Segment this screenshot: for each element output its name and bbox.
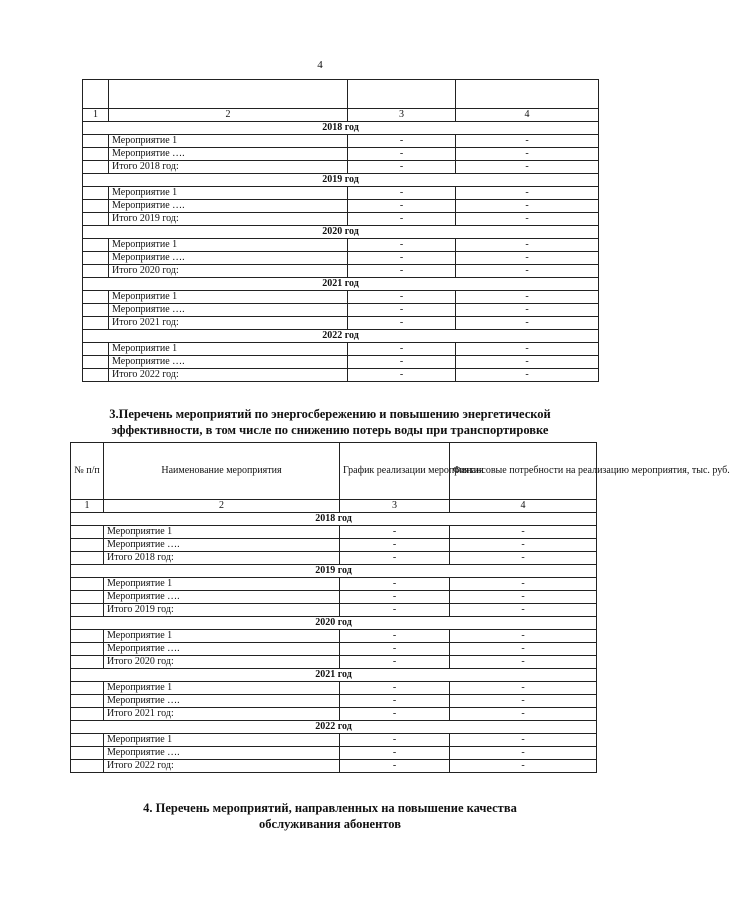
- row-number-cell: [71, 643, 104, 656]
- blank-header-cell: [83, 80, 109, 109]
- finance-cell: -: [456, 135, 599, 148]
- row-number-cell: [83, 135, 109, 148]
- table-1-blank-header-row: [83, 80, 599, 109]
- schedule-cell: -: [348, 265, 456, 278]
- column-number-cell: 1: [83, 109, 109, 122]
- schedule-cell: -: [348, 148, 456, 161]
- column-header-schedule: График реализации мероприятия: [340, 443, 450, 500]
- schedule-cell: -: [340, 708, 450, 721]
- year-row: [71, 669, 597, 682]
- column-number-cell: 4: [456, 109, 599, 122]
- activity-name: Мероприятие ….: [109, 356, 348, 369]
- schedule-cell: -: [340, 539, 450, 552]
- row-number-cell: [71, 656, 104, 669]
- section-4-title-line-1: 4. Перечень мероприятий, направленных на повышение качества: [143, 801, 517, 815]
- row-number-cell: [71, 591, 104, 604]
- table-row: [71, 539, 597, 552]
- table-row: [83, 239, 599, 252]
- table-row: [71, 734, 597, 747]
- finance-cell: -: [450, 578, 597, 591]
- table-row: [83, 187, 599, 200]
- finance-cell: -: [450, 643, 597, 656]
- year-row: [83, 174, 599, 187]
- year-label: 2021 год: [71, 669, 597, 682]
- column-number-cell: 1: [71, 500, 104, 513]
- table-1-body: [83, 80, 599, 382]
- year-label: 2018 год: [71, 513, 597, 526]
- activity-name: Мероприятие 1: [109, 187, 348, 200]
- schedule-cell: -: [348, 317, 456, 330]
- year-row: [71, 513, 597, 526]
- table-row: [71, 526, 597, 539]
- row-number-cell: [83, 148, 109, 161]
- finance-cell: -: [456, 161, 599, 174]
- finance-cell: -: [450, 682, 597, 695]
- table-row: [83, 343, 599, 356]
- finance-cell: -: [456, 200, 599, 213]
- table-row: [71, 591, 597, 604]
- activity-name: Мероприятие 1: [104, 630, 340, 643]
- column-number-cell: 3: [340, 500, 450, 513]
- column-number-cell: 4: [450, 500, 597, 513]
- year-row: [71, 617, 597, 630]
- blank-header-cell: [109, 80, 348, 109]
- row-number-cell: [83, 187, 109, 200]
- table-row: [71, 578, 597, 591]
- finance-cell: -: [450, 604, 597, 617]
- table-row: [83, 291, 599, 304]
- total-label: Итого 2018 год:: [104, 552, 340, 565]
- total-label: Итого 2018 год:: [109, 161, 348, 174]
- total-label: Итого 2020 год:: [109, 265, 348, 278]
- schedule-cell: -: [340, 643, 450, 656]
- year-row: [83, 226, 599, 239]
- row-number-cell: [71, 682, 104, 695]
- schedule-cell: -: [340, 695, 450, 708]
- table-row: [83, 252, 599, 265]
- table-row: [71, 604, 597, 617]
- finance-cell: -: [450, 539, 597, 552]
- page-number: 4: [317, 59, 323, 71]
- row-number-cell: [71, 578, 104, 591]
- total-label: Итого 2019 год:: [104, 604, 340, 617]
- column-number-cell: 2: [109, 109, 348, 122]
- schedule-cell: -: [340, 591, 450, 604]
- row-number-cell: [71, 695, 104, 708]
- finance-cell: -: [450, 708, 597, 721]
- section-3-title-line-2: эффективности, в том числе по снижению потерь воды при транспортировке: [111, 423, 549, 437]
- row-number-cell: [71, 630, 104, 643]
- year-row: [83, 278, 599, 291]
- activity-name: Мероприятие ….: [104, 695, 340, 708]
- row-number-cell: [83, 343, 109, 356]
- activity-name: Мероприятие 1: [109, 135, 348, 148]
- schedule-cell: -: [340, 747, 450, 760]
- finance-cell: -: [450, 552, 597, 565]
- finance-cell: -: [456, 252, 599, 265]
- total-label: Итого 2021 год:: [109, 317, 348, 330]
- activity-name: Мероприятие ….: [104, 539, 340, 552]
- schedule-cell: -: [340, 552, 450, 565]
- activity-name: Мероприятие ….: [104, 643, 340, 656]
- schedule-cell: -: [340, 578, 450, 591]
- finance-cell: -: [450, 630, 597, 643]
- row-number-cell: [71, 552, 104, 565]
- schedule-cell: -: [340, 630, 450, 643]
- schedule-cell: -: [348, 304, 456, 317]
- schedule-cell: -: [340, 656, 450, 669]
- row-number-cell: [83, 252, 109, 265]
- activity-name: Мероприятие 1: [104, 734, 340, 747]
- schedule-cell: -: [348, 200, 456, 213]
- finance-cell: -: [456, 239, 599, 252]
- year-label: 2022 год: [83, 330, 599, 343]
- column-header-name: Наименование мероприятия: [104, 443, 340, 500]
- total-label: Итого 2019 год:: [109, 213, 348, 226]
- year-row: [71, 565, 597, 578]
- table-2-body: [71, 443, 730, 773]
- schedule-cell: -: [348, 291, 456, 304]
- activity-name: Мероприятие 1: [109, 343, 348, 356]
- finance-cell: -: [450, 760, 597, 773]
- finance-cell: -: [450, 734, 597, 747]
- table-1: [82, 79, 599, 382]
- column-number-row: [71, 500, 597, 513]
- column-number-cell: 3: [348, 109, 456, 122]
- schedule-cell: -: [340, 734, 450, 747]
- finance-cell: -: [456, 356, 599, 369]
- schedule-cell: -: [348, 213, 456, 226]
- table-row: [83, 369, 599, 382]
- total-label: Итого 2021 год:: [104, 708, 340, 721]
- section-3-title: [60, 406, 600, 438]
- row-number-cell: [83, 265, 109, 278]
- schedule-cell: -: [340, 604, 450, 617]
- row-number-cell: [71, 708, 104, 721]
- activity-name: Мероприятие ….: [109, 148, 348, 161]
- blank-header-cell: [348, 80, 456, 109]
- schedule-cell: -: [348, 369, 456, 382]
- row-number-cell: [71, 539, 104, 552]
- schedule-cell: -: [348, 161, 456, 174]
- table-row: [83, 356, 599, 369]
- row-number-cell: [83, 213, 109, 226]
- schedule-cell: -: [348, 135, 456, 148]
- table-row: [71, 760, 597, 773]
- column-number-cell: 2: [104, 500, 340, 513]
- year-row: [83, 330, 599, 343]
- finance-cell: -: [450, 526, 597, 539]
- table-2-header-row: [71, 443, 597, 500]
- row-number-cell: [83, 356, 109, 369]
- activity-name: Мероприятие ….: [109, 304, 348, 317]
- table-row: [83, 304, 599, 317]
- finance-cell: -: [456, 291, 599, 304]
- activity-name: Мероприятие 1: [104, 578, 340, 591]
- total-label: Итого 2022 год:: [104, 760, 340, 773]
- finance-cell: -: [456, 187, 599, 200]
- table-row: [83, 213, 599, 226]
- table-row: [71, 656, 597, 669]
- row-number-cell: [71, 734, 104, 747]
- finance-cell: -: [450, 695, 597, 708]
- finance-cell: -: [456, 304, 599, 317]
- schedule-cell: -: [348, 239, 456, 252]
- schedule-cell: -: [340, 682, 450, 695]
- schedule-cell: -: [340, 760, 450, 773]
- row-number-cell: [71, 747, 104, 760]
- finance-cell: -: [456, 317, 599, 330]
- table-row: [83, 265, 599, 278]
- table-row: [83, 317, 599, 330]
- row-number-cell: [71, 604, 104, 617]
- blank-header-cell: [456, 80, 599, 109]
- row-number-cell: [83, 161, 109, 174]
- column-header-finance: Финансовые потребности на реализацию мероприятия, тыс. руб.: [450, 443, 597, 500]
- activity-name: Мероприятие ….: [104, 747, 340, 760]
- activity-name: Мероприятие 1: [104, 682, 340, 695]
- row-number-cell: [83, 200, 109, 213]
- table-row: [71, 708, 597, 721]
- schedule-cell: -: [340, 526, 450, 539]
- finance-cell: -: [456, 213, 599, 226]
- activity-name: Мероприятие ….: [109, 252, 348, 265]
- finance-cell: -: [456, 265, 599, 278]
- column-header-number: № п/п: [71, 443, 104, 500]
- row-number-cell: [83, 239, 109, 252]
- year-label: 2021 год: [83, 278, 599, 291]
- row-number-cell: [71, 760, 104, 773]
- table-row: [71, 630, 597, 643]
- finance-cell: -: [456, 369, 599, 382]
- row-number-cell: [83, 369, 109, 382]
- column-number-row: [83, 109, 599, 122]
- schedule-cell: -: [348, 252, 456, 265]
- schedule-cell: -: [348, 343, 456, 356]
- schedule-cell: -: [348, 187, 456, 200]
- year-label: 2018 год: [83, 122, 599, 135]
- year-label: 2020 год: [83, 226, 599, 239]
- table-row: [71, 682, 597, 695]
- section-3-title-line-1: 3.Перечень мероприятий по энергосбережению и повышению энергетической: [109, 407, 551, 421]
- total-label: Итого 2020 год:: [104, 656, 340, 669]
- year-label: 2019 год: [83, 174, 599, 187]
- schedule-cell: -: [348, 356, 456, 369]
- table-row: [83, 161, 599, 174]
- table-row: [83, 200, 599, 213]
- table-row: [83, 135, 599, 148]
- finance-cell: -: [456, 343, 599, 356]
- year-row: [83, 122, 599, 135]
- year-label: 2020 год: [71, 617, 597, 630]
- table-2: [70, 442, 730, 773]
- activity-name: Мероприятие 1: [109, 291, 348, 304]
- year-label: 2019 год: [71, 565, 597, 578]
- activity-name: Мероприятие ….: [109, 200, 348, 213]
- section-4-title: [70, 800, 590, 832]
- table-row: [71, 552, 597, 565]
- activity-name: Мероприятие 1: [104, 526, 340, 539]
- section-4-title-line-2: обслуживания абонентов: [259, 817, 401, 831]
- table-row: [71, 747, 597, 760]
- activity-name: Мероприятие ….: [104, 591, 340, 604]
- row-number-cell: [83, 317, 109, 330]
- activity-name: Мероприятие 1: [109, 239, 348, 252]
- table-row: [71, 643, 597, 656]
- total-label: Итого 2022 год:: [109, 369, 348, 382]
- row-number-cell: [83, 291, 109, 304]
- table-row: [83, 148, 599, 161]
- finance-cell: -: [450, 747, 597, 760]
- finance-cell: -: [450, 591, 597, 604]
- table-row: [71, 695, 597, 708]
- row-number-cell: [71, 526, 104, 539]
- finance-cell: -: [456, 148, 599, 161]
- year-row: [71, 721, 597, 734]
- year-label: 2022 год: [71, 721, 597, 734]
- row-number-cell: [83, 304, 109, 317]
- finance-cell: -: [450, 656, 597, 669]
